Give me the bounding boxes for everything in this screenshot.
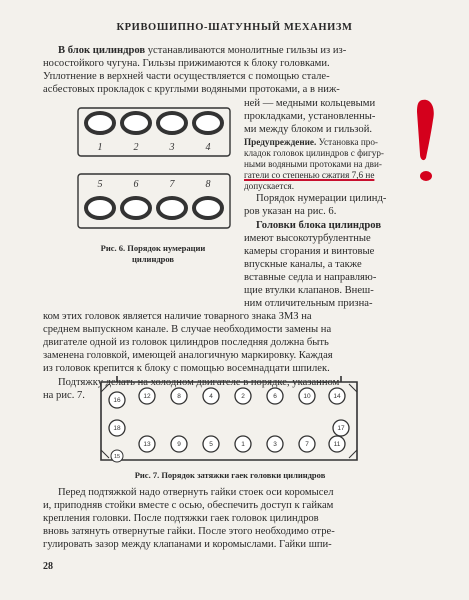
para3-line10: заменена головкой, имеющей аналогичную маркировку. Каждая xyxy=(43,350,333,361)
top-cylinder-row xyxy=(86,113,222,133)
cylinder-2 xyxy=(122,113,150,133)
para3-line7: ком этих головок является наличие товарного знака ЗМЗ на xyxy=(43,311,312,322)
red-exclamation-mark xyxy=(412,96,440,186)
bottom-cylinder-row xyxy=(86,198,222,218)
cylinder-4 xyxy=(194,113,222,133)
cylinder-5 xyxy=(86,198,114,218)
figure-7-tightening-order xyxy=(95,372,363,467)
cylinder-label-4: 4 xyxy=(205,142,211,153)
warning-line1-text: Установка про- xyxy=(316,137,378,147)
figure-6-caption-line2: цилиндров xyxy=(131,254,174,264)
bolt-1-label: 1 xyxy=(241,441,245,448)
page-number: 28 xyxy=(43,561,53,572)
warning-line4: гатели со степенью сжатия 7,6 не xyxy=(244,170,375,180)
cylinder-label-2: 2 xyxy=(133,142,139,153)
bolt-5-label: 5 xyxy=(209,441,213,448)
warning-lead: Предупреждение. xyxy=(244,137,317,147)
cylinder-label-3: 3 xyxy=(169,142,175,153)
cylinder-8 xyxy=(194,198,222,218)
warning-line2: кладок головок цилиндров с фигур- xyxy=(244,148,384,158)
bolt-15-label: 15 xyxy=(113,454,121,460)
para3-line6: ним отличительным призна- xyxy=(244,298,373,309)
para1-line4: асбестовых прокладок с круглыми водяными протоками, а в ниж- xyxy=(43,84,340,95)
bolt-17-label: 17 xyxy=(337,425,345,432)
para2-line1: Порядок нумерации цилинд- xyxy=(256,193,387,204)
bolt-14-label: 14 xyxy=(333,393,341,400)
bolt-16-label: 16 xyxy=(113,397,121,404)
bolt-12-label: 12 xyxy=(143,393,151,400)
bolt-10-label: 10 xyxy=(303,393,311,400)
para3-line9: двигателе одной из головок цилиндров последняя должна быть xyxy=(43,337,329,348)
bolt-18-label: 18 xyxy=(113,425,121,432)
cylinder-3 xyxy=(158,113,186,133)
para5-line2: и, приподняв стойки вместе с осью, обеспечить доступ к гайкам xyxy=(43,500,334,511)
bolt-9-label: 9 xyxy=(177,441,181,448)
para3-lead: Головки блока цилиндров xyxy=(256,220,382,231)
red-mark-stroke xyxy=(417,100,434,160)
bolt-row-edge xyxy=(111,450,123,462)
red-mark-dot xyxy=(420,171,432,181)
para3-line4: вставные седла и направляю- xyxy=(244,272,377,283)
bolt-13-label: 13 xyxy=(143,441,151,448)
figure-7-caption: Рис. 7. Порядок затяжки гаек головки цилиндров xyxy=(134,470,326,480)
bolt-3-label: 3 xyxy=(273,441,277,448)
warning-line3: ными водяными протоками на дви- xyxy=(244,159,382,169)
running-header: КРИВОШИПНО-ШАТУННЫЙ МЕХАНИЗМ xyxy=(116,22,353,33)
para5-line4: вновь затянуть отвернутые гайки. После этого необходимо отре- xyxy=(43,526,335,537)
bolt-8-label: 8 xyxy=(177,393,181,400)
para3-line8: среднем выпускном канале. В случае необходимости замены на xyxy=(43,324,332,335)
para3-line1: имеют высокотурбулентные xyxy=(244,233,371,244)
para3-line11: из головок крепится к блоку с помощью восемнадцати шпилек. xyxy=(43,363,330,374)
bolt-row-top xyxy=(109,388,345,408)
bolt-row-bottom xyxy=(139,436,345,452)
para1-line1 xyxy=(58,44,414,57)
figure-6-cylinder-numbering xyxy=(72,98,234,236)
para1-line3: Уплотнение в верхней части осуществляется с помощью стале- xyxy=(43,71,330,82)
bolt-6-label: 6 xyxy=(273,393,277,400)
warning-line1 xyxy=(244,137,414,149)
cylinder-1 xyxy=(86,113,114,133)
bolt-7-label: 7 xyxy=(305,441,309,448)
bolt-row-middle xyxy=(109,420,349,436)
para4-line1: Подтяжку делать на холодном двигателе в порядке, указанном xyxy=(58,377,340,388)
bolt-11-label: 11 xyxy=(333,441,341,448)
cylinder-7 xyxy=(158,198,186,218)
para5-line5: гулировать зазор между клапанами и коромыслами. Гайки шпи- xyxy=(43,539,332,550)
cylinder-6 xyxy=(122,198,150,218)
para3-line3: впускные каналы, а также xyxy=(244,259,362,270)
bolt-2-label: 2 xyxy=(241,393,245,400)
cylinder-label-6: 6 xyxy=(133,179,139,190)
para1-line5: ней — медными кольцевыми xyxy=(244,98,376,109)
para1-line6: прокладками, установленны- xyxy=(244,111,376,122)
para2-line2: ров указан на рис. 6. xyxy=(244,206,337,217)
figure-6-caption-line1: Рис. 6. Порядок нумерации xyxy=(100,243,206,253)
warning-line5: допускается. xyxy=(244,181,295,191)
para5-line3: крепления головки. После подтяжки гаек головок цилиндров xyxy=(43,513,319,524)
para4-line2: на рис. 7. xyxy=(43,390,85,401)
para3-line2: камеры сгорания и винтовые xyxy=(244,246,375,257)
cylinder-label-8: 8 xyxy=(205,179,211,190)
para1-line7: ми между блоком и гильзой. xyxy=(244,124,373,135)
para3-line5: щие втулки клапанов. Внеш- xyxy=(244,285,374,296)
para1-line1-text: устанавливаются монолитные гильзы из из- xyxy=(145,45,347,56)
para1-lead: В блок цилиндров xyxy=(58,45,146,56)
cylinder-label-5: 5 xyxy=(97,179,103,190)
cylinder-label-7: 7 xyxy=(169,179,175,190)
para5-line1: Перед подтяжкой надо отвернуть гайки стоек оси коромысел xyxy=(58,487,334,498)
cylinder-label-1: 1 xyxy=(97,142,103,153)
para1-line2: носостойкого чугуна. Гильзы прижимаются к блоку головками. xyxy=(43,58,330,69)
bolt-4-label: 4 xyxy=(209,393,213,400)
